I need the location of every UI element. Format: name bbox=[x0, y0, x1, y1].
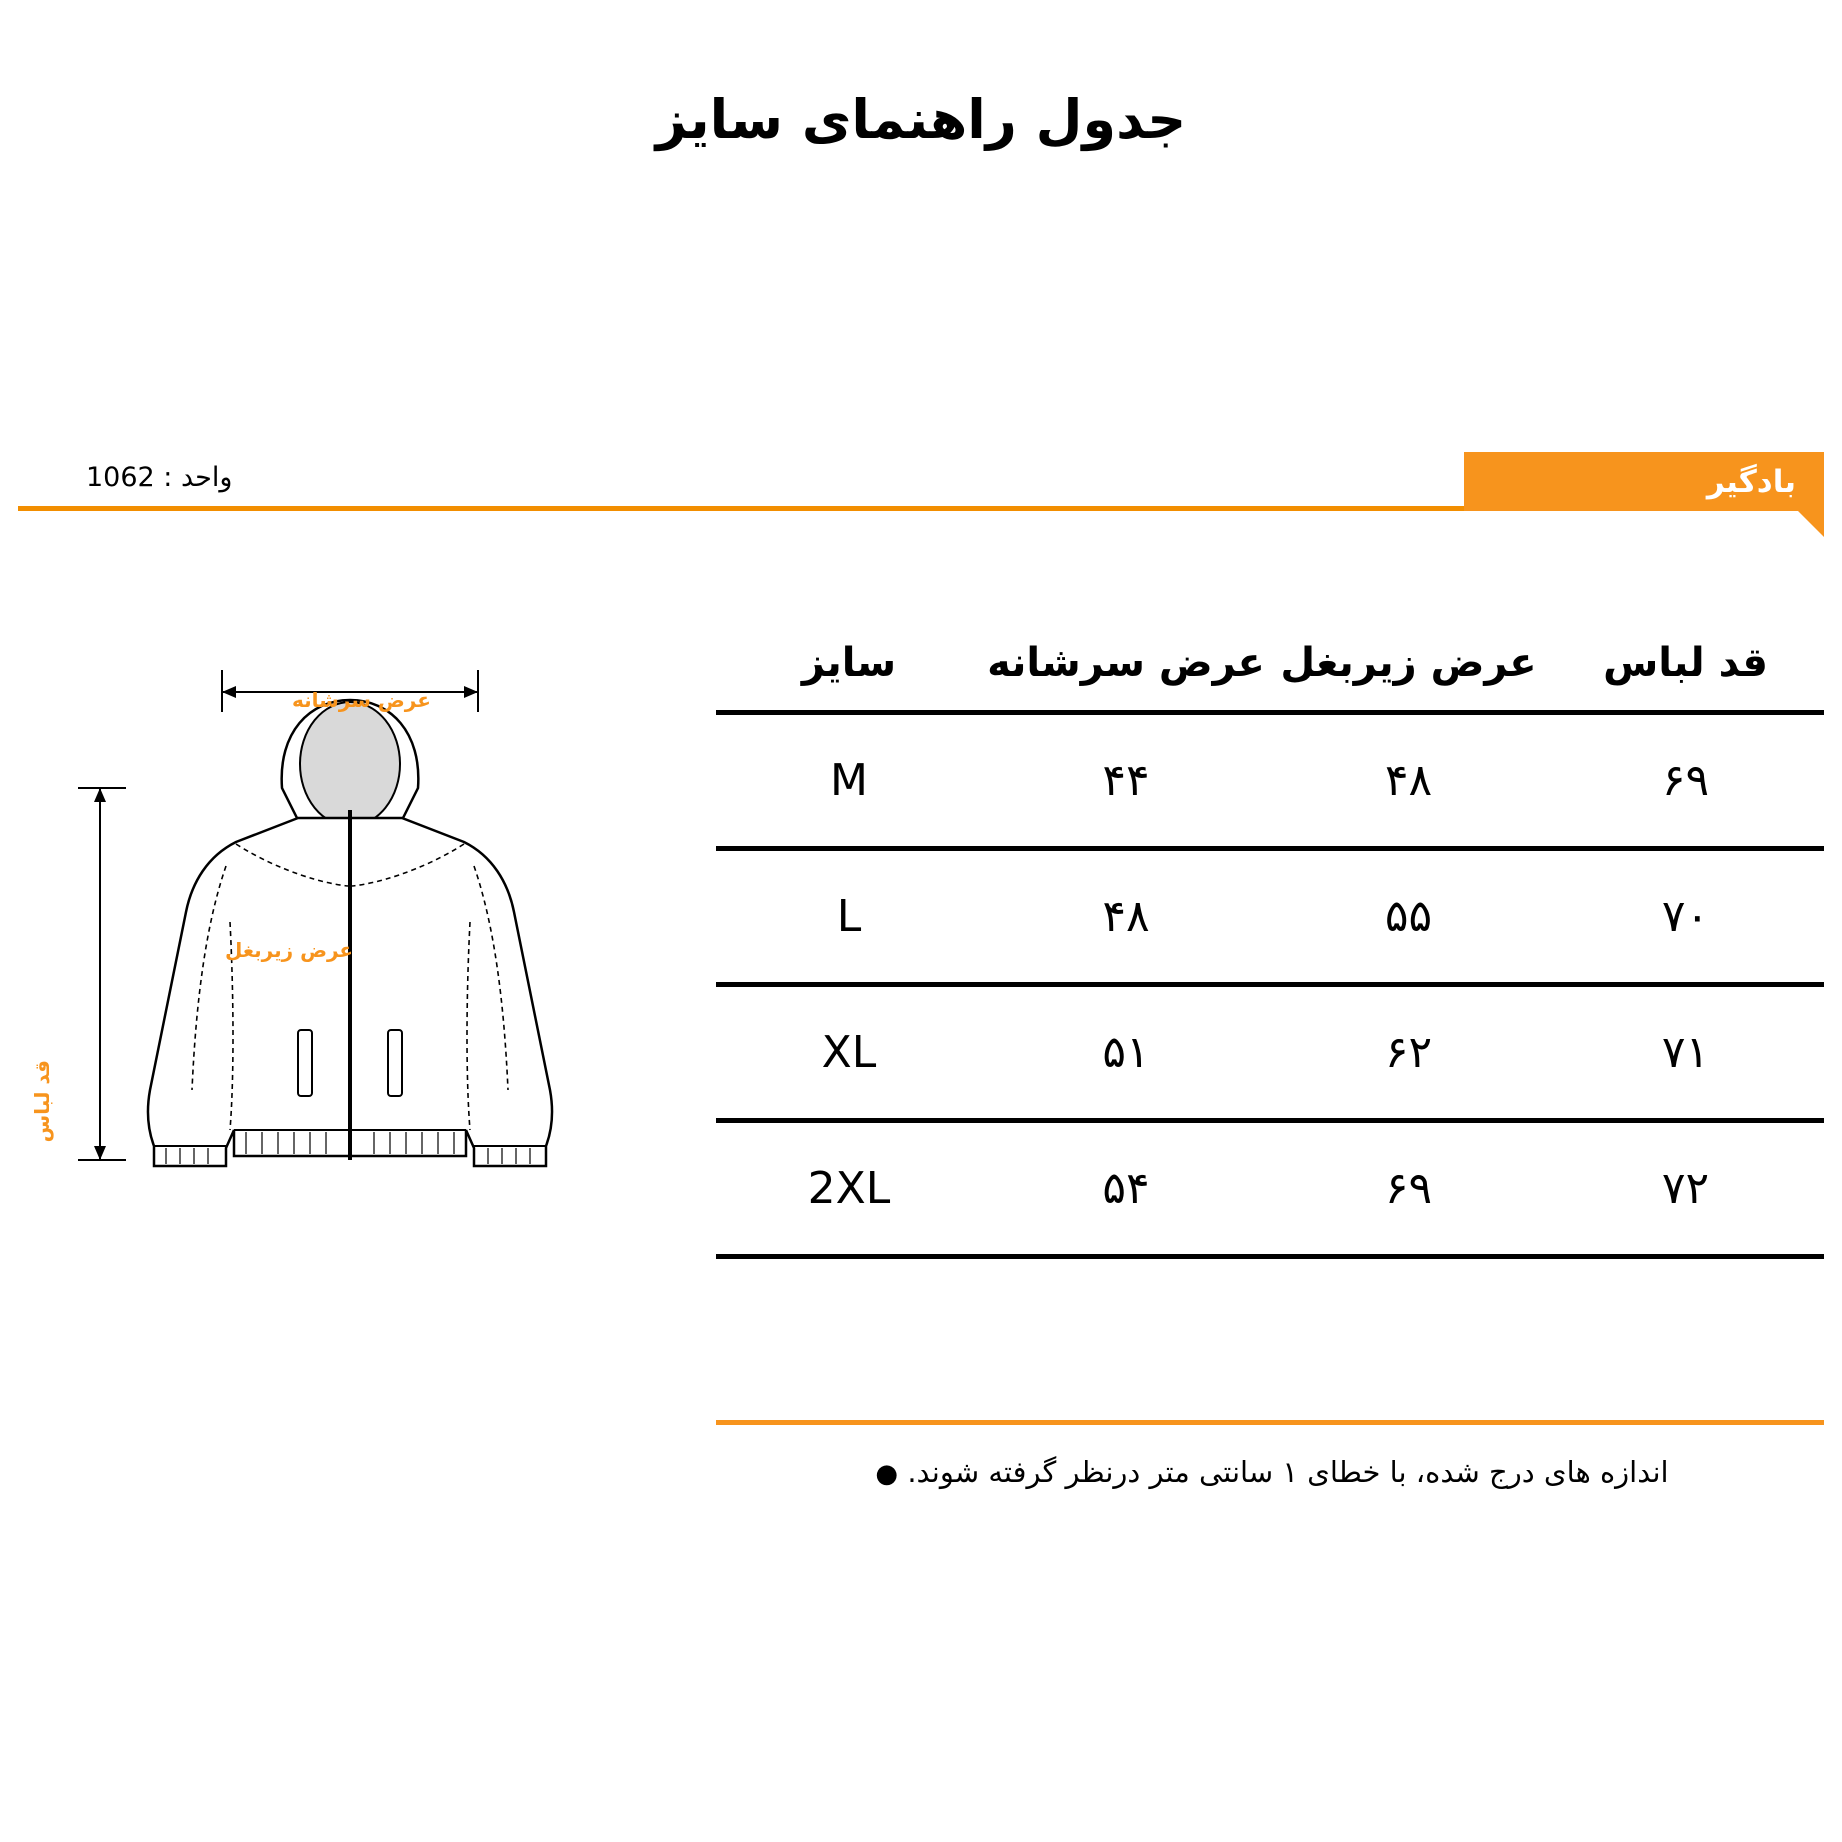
cell-shoulder: ۵۴ bbox=[982, 1121, 1270, 1257]
illustration-label-shoulder: عرض سرشانه bbox=[292, 688, 431, 712]
cell-chest: ۴۸ bbox=[1270, 713, 1547, 849]
table-row bbox=[716, 985, 1824, 1121]
cell-chest: ۶۲ bbox=[1270, 985, 1547, 1121]
cell-chest: ۶۹ bbox=[1270, 1121, 1547, 1257]
footnote bbox=[714, 1455, 1824, 1489]
table-row bbox=[716, 849, 1824, 985]
cell-shoulder: ۴۸ bbox=[982, 849, 1270, 985]
table-row bbox=[716, 713, 1824, 849]
table-bottom-accent-rule bbox=[716, 1420, 1824, 1425]
cell-shoulder: ۵۱ bbox=[982, 985, 1270, 1121]
header-chest: عرض زیربغل bbox=[1280, 640, 1537, 686]
category-band bbox=[0, 452, 1842, 522]
footnote-text: اندازه های درج شده، با خطای ۱ سانتی متر درنظر گرفته شوند. bbox=[907, 1455, 1669, 1489]
cell-size: XL bbox=[716, 985, 982, 1121]
header-size: سایز bbox=[801, 640, 897, 686]
illustration-label-chest: عرض زیربغل bbox=[225, 938, 354, 962]
cell-length: ۷۰ bbox=[1547, 849, 1824, 985]
page-title: جدول راهنمای سایز bbox=[655, 88, 1187, 151]
hood-opening bbox=[300, 702, 400, 826]
cell-length: ۶۹ bbox=[1547, 713, 1824, 849]
size-chart-table bbox=[716, 630, 1824, 1259]
cell-size: M bbox=[716, 713, 982, 849]
cell-length: ۷۱ bbox=[1547, 985, 1824, 1121]
cell-chest: ۵۵ bbox=[1270, 849, 1547, 985]
bullet-icon: ● bbox=[875, 1459, 899, 1489]
jacket-technical-drawing bbox=[30, 660, 670, 1280]
length-measure-arrow bbox=[78, 788, 126, 1160]
illustration-label-length: قد لباس bbox=[30, 1060, 54, 1143]
category-label: بادگیر bbox=[1706, 463, 1796, 500]
band-notch-decoration bbox=[1798, 511, 1824, 537]
right-pocket bbox=[298, 1030, 312, 1096]
unit-label: واحد : 1062 bbox=[86, 462, 233, 493]
header-shoulder: عرض سرشانه bbox=[987, 640, 1265, 686]
category-badge bbox=[1464, 452, 1824, 511]
cell-shoulder: ۴۴ bbox=[982, 713, 1270, 849]
garment-illustration bbox=[30, 660, 670, 1280]
table-row bbox=[716, 1121, 1824, 1257]
cell-length: ۷۲ bbox=[1547, 1121, 1824, 1257]
header-length: قد لباس bbox=[1603, 640, 1768, 686]
table-header-row bbox=[716, 630, 1824, 713]
cell-size: 2XL bbox=[716, 1121, 982, 1257]
left-pocket bbox=[388, 1030, 402, 1096]
cell-size: L bbox=[716, 849, 982, 985]
